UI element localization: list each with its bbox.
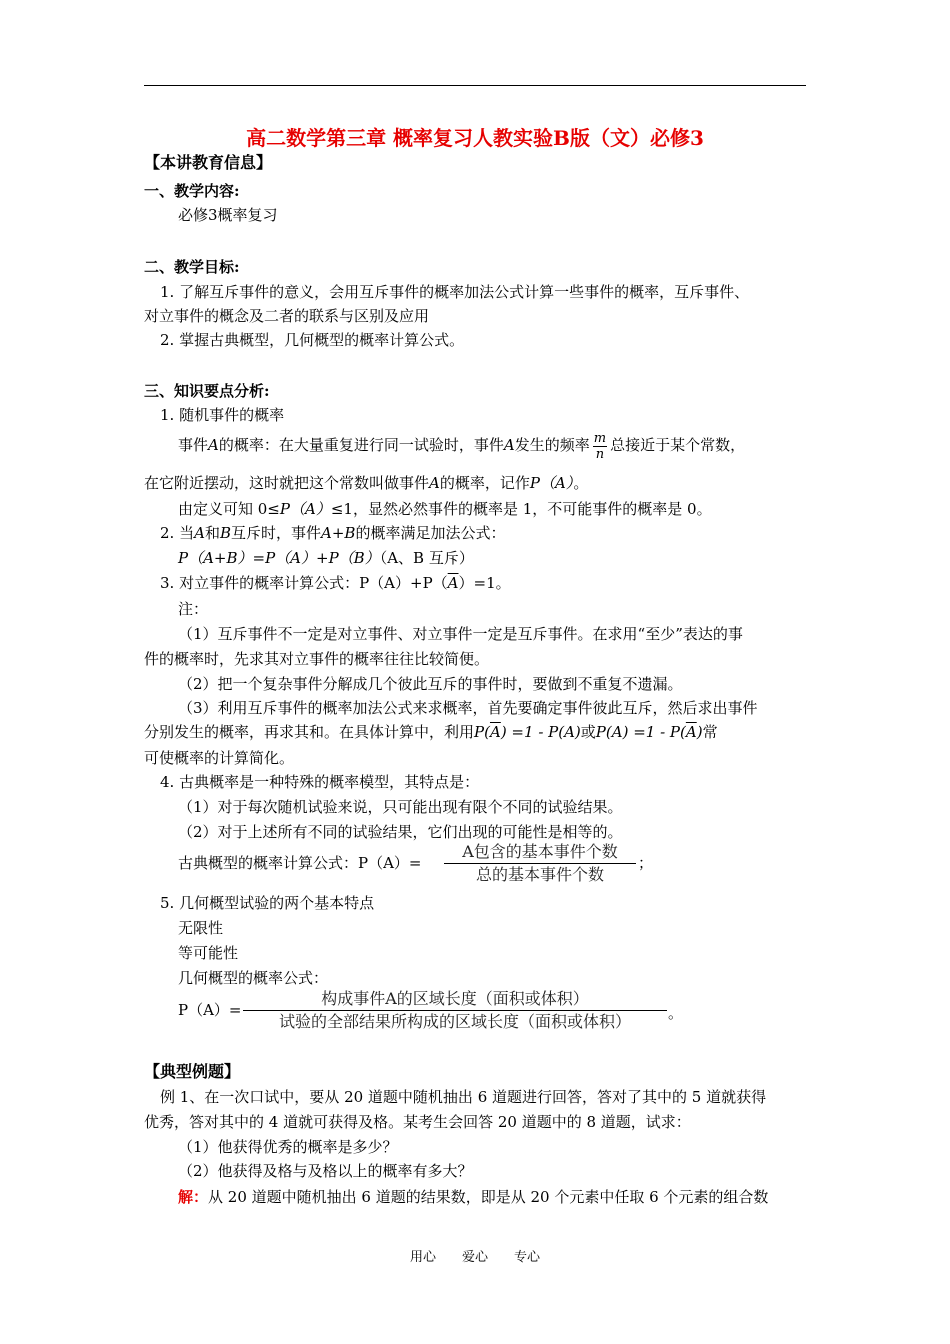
p2-formula [178,548,474,568]
s2-line1: 1. 了解互斥事件的意义，会用互斥事件的概率加法公式计算一些事件的概率，互斥事件、 [160,283,750,301]
fraction-numerator: 构成事件A的区域长度（面积或体积） [321,989,589,1008]
examples-heading: 【典型例题】 [144,1062,241,1081]
text-span: 由定义可知 0≤ [178,500,280,518]
p5-item2: 等可能性 [178,944,239,962]
p5-formula-end: 。 [668,1004,684,1022]
p5-formula-label: P（A）= [178,1001,242,1019]
formula-part: P(A) =1 - P( [595,723,686,741]
note1-line1: （1）互斥事件不一定是对立事件、对立事件一定是互斥事件。在求用“至少”表达的事 [178,625,743,643]
var-a: A [208,436,219,454]
var-b: B [219,524,231,542]
p1-line-c [178,499,712,519]
page-title: 高二数学第三章 概率复习人教实验B版（文）必修3 [246,126,704,150]
p3-line [160,573,511,593]
p4-formula-label: 古典概型的概率计算公式：P（A）= [178,854,422,872]
note3-line1: （3）利用互斥事件的概率加法公式来求概率，首先要确定事件彼此互斥，然后求出事件 [178,699,758,717]
text-span: 2. 当 [160,524,195,542]
s2-line2: 对立事件的概念及二者的联系与区别及应用 [144,307,430,325]
text-span: 事件 [178,436,209,454]
geometric-probability-fraction [243,988,667,1033]
p5-heading: 5. 几何概型试验的两个基本特点 [160,894,375,912]
addition-formula: P（A+B）=P（A）+P（B） [178,549,380,567]
solution-label: 解： [178,1188,209,1206]
example1-question1: （1）他获得优秀的概率是多少？ [178,1138,398,1156]
complement-a: $\overline{A}$ [685,723,697,741]
text-span: 的概率：在大量重复进行同一试验时，事件 [218,436,504,454]
text-span: 的概率满足加法公式： [355,524,506,542]
classical-probability-fraction [444,841,636,886]
formula-part: ) =1 - P(A) [500,723,581,741]
math-pa: P（A） [279,500,331,518]
var-a: A [503,436,515,454]
p4-formula-end: ； [638,854,654,872]
p5-item1: 无限性 [178,919,224,937]
note3-line3: 可使概率的计算简化。 [144,749,295,767]
var-a: A [194,524,205,542]
solution-line [178,1187,768,1207]
text-span: 分别发生的概率，再求其和。在具体计算中，利用 [144,723,475,741]
formula-part: P( [474,723,490,741]
s3-heading: 三、知识要点分析: [144,382,270,400]
p2-line [160,523,505,543]
frequency-fraction [593,431,607,462]
complement-a: $\overline{A}$ [447,574,459,592]
example1-line1: 例 1、在一次口试中，要从 20 道题中随机抽出 6 道题进行回答，答对了其中的 5 道就获得 [160,1088,767,1106]
p4-item1: （1）对于每次随机试验来说，只可能出现有限个不同的试验结果。 [178,798,623,816]
text-span: 常 [702,723,718,741]
text-span: 。 [573,474,589,492]
text-span: 发生的频率 [514,436,590,454]
s1-text: 必修3概率复习 [178,206,278,224]
note-label: 注： [178,600,209,618]
var-a: A [429,474,440,492]
s2-line3: 2. 掌握古典概型，几何概型的概率计算公式。 [160,331,465,349]
solution-text: 从 20 道题中随机抽出 6 道题的结果数，即是从 20 个元素中任取 6 个元素的组合数 [208,1188,769,1206]
formula-condition: （A、B 互斥） [379,549,474,567]
p1-line-b [144,473,588,493]
text-span: 总接近于某个常数， [610,436,746,454]
p1-line-a [178,425,745,465]
note1-line2: 件的概率时，先求其对立事件的概率往往比较简便。 [144,650,490,668]
fraction-denominator: 试验的全部结果所构成的区域长度（面积或体积） [243,1010,667,1033]
text-span: ≤1，显然必然事件的概率是 1，不可能事件的概率是 0。 [330,500,712,518]
p5-item3: 几何概型的概率公式： [178,969,329,987]
header-rule [144,85,806,86]
text-span: 互斥时，事件 [230,524,321,542]
note2: （2）把一个复杂事件分解成几个彼此互斥的事件时，要做到不重复不遗漏。 [178,675,683,693]
complement-a: $\overline{A}$ [489,723,501,741]
text-span: ）=1。 [458,574,511,592]
fraction-denominator: 总的基本事件个数 [444,863,636,886]
text-span: 或 [580,723,596,741]
text-span: 3. 对立事件的概率计算公式：P（A）+P（ [160,574,448,592]
page-footer: 用心 爱心 专心 [409,1250,540,1265]
var-a-plus-b: A+B [321,524,356,542]
formula-part: ) [696,723,703,741]
fraction-denominator: n [595,446,605,462]
math-pa: P（A） [529,474,574,492]
example1-line2: 优秀，答对其中的 4 道就可获得及格。某考生会回答 20 道题中的 8 道题，试求： [144,1113,691,1131]
s2-heading: 二、教学目标: [144,258,240,276]
text-span: 的概率，记作 [439,474,530,492]
section-info-heading: 【本讲教育信息】 [144,153,273,172]
fraction-numerator: A包含的基本事件个数 [462,842,618,861]
text-span: 和 [204,524,220,542]
p4-heading: 4. 古典概率是一种特殊的概率模型，其特点是： [160,773,480,791]
example1-question2: （2）他获得及格与及格以上的概率有多大？ [178,1162,473,1180]
s1-heading: 一、教学内容: [144,182,240,200]
p1-heading: 1. 随机事件的概率 [160,406,285,424]
fraction-numerator: m [593,430,607,446]
note3-line2 [144,722,718,742]
text-span: 在它附近摆动，这时就把这个常数叫做事件 [144,474,430,492]
p4-item2: （2）对于上述所有不同的试验结果，它们出现的可能性是相等的。 [178,823,623,841]
